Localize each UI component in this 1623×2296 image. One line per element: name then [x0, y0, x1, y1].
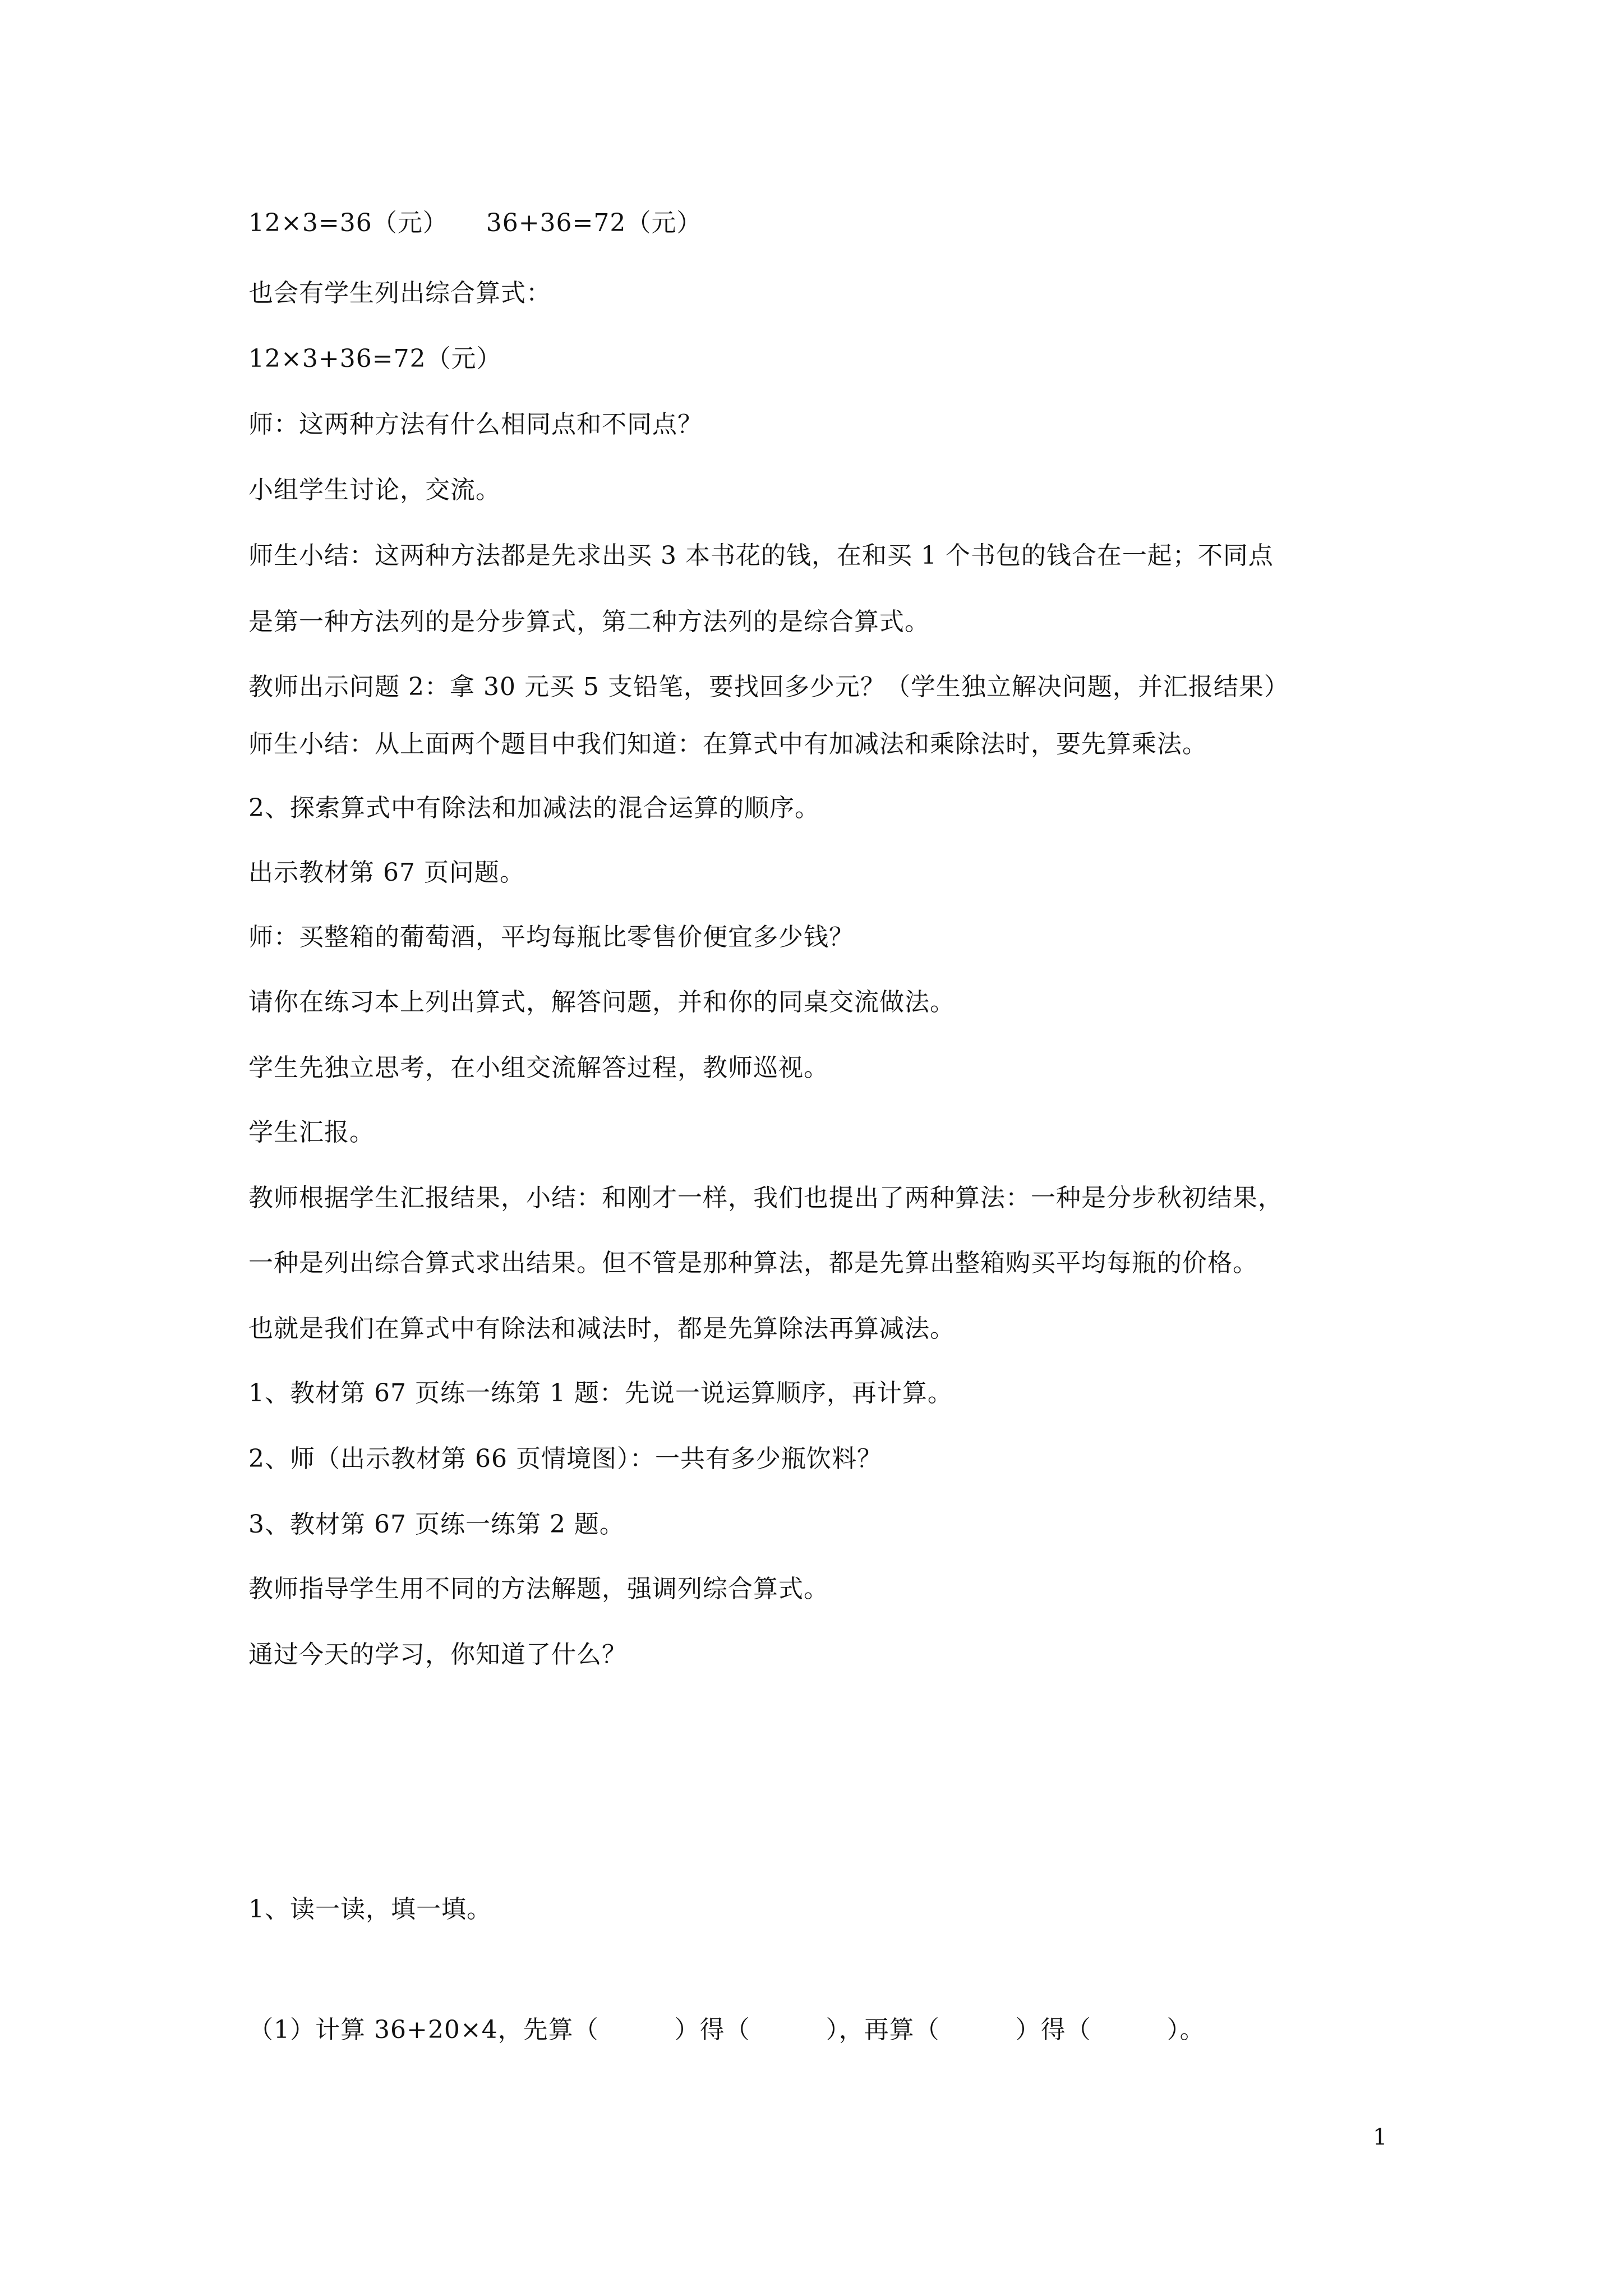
text-line-12: 师：买整箱的葡萄酒，平均每瓶比零售价便宜多少钱？ [248, 923, 854, 951]
text-line-20: 2、师（出示教材第 66 页情境图）：一共有多少瓶饮料？ [248, 1444, 882, 1473]
text-line-7: 是第一种方法列的是分步算式，第二种方法列的是综合算式。 [248, 608, 930, 636]
text-line-1: 12×3=36（元） 36+36=72（元） [248, 209, 702, 237]
text-line-4: 师：这两种方法有什么相同点和不同点？ [248, 410, 703, 439]
exercise-item-1: （1）计算 36+20×4，先算（ ）得（ ），再算（ ）得（ ）。 [248, 2016, 1205, 2044]
text-line-17: 一种是列出综合算式求出结果。但不管是那种算法，都是先算出整箱购买平均每瓶的价格。 [248, 1249, 1258, 1277]
exercise-heading: 1、读一读，填一填。 [248, 1895, 492, 1924]
text-line-9: 师生小结：从上面两个题目中我们知道：在算式中有加减法和乘除法时，要先算乘法。 [248, 730, 1207, 758]
text-line-3: 12×3+36=72（元） [248, 344, 502, 373]
text-line-16: 教师根据学生汇报结果，小结：和刚才一样，我们也提出了两种算法：一种是分步秋初结果， [248, 1184, 1283, 1212]
text-line-10: 2、探索算式中有除法和加减法的混合运算的顺序。 [248, 794, 820, 822]
text-line-13: 请你在练习本上列出算式，解答问题，并和你的同桌交流做法。 [248, 988, 955, 1016]
text-line-6: 师生小结：这两种方法都是先求出买 3 本书花的钱，在和买 1 个书包的钱合在一起；不同点 [248, 541, 1274, 570]
text-line-5: 小组学生讨论，交流。 [248, 476, 501, 504]
text-line-2: 也会有学生列出综合算式： [248, 279, 551, 307]
text-line-18: 也就是我们在算式中有除法和减法时，都是先算除法再算减法。 [248, 1314, 955, 1343]
page-number: 1 [1373, 2124, 1387, 2150]
text-line-19: 1、教材第 67 页练一练第 1 题：先说一说运算顺序，再计算。 [248, 1379, 953, 1407]
text-line-11: 出示教材第 67 页问题。 [248, 858, 525, 887]
text-line-22: 教师指导学生用不同的方法解题，强调列综合算式。 [248, 1575, 829, 1603]
text-line-14: 学生先独立思考，在小组交流解答过程，教师巡视。 [248, 1053, 829, 1082]
text-line-21: 3、教材第 67 页练一练第 2 题。 [248, 1510, 625, 1539]
text-line-15: 学生汇报。 [248, 1118, 375, 1147]
text-line-8: 教师出示问题 2：拿 30 元买 5 支铅笔，要找回多少元？（学生独立解决问题，并汇报结果） [248, 673, 1289, 701]
text-line-23: 通过今天的学习，你知道了什么？ [248, 1640, 627, 1669]
